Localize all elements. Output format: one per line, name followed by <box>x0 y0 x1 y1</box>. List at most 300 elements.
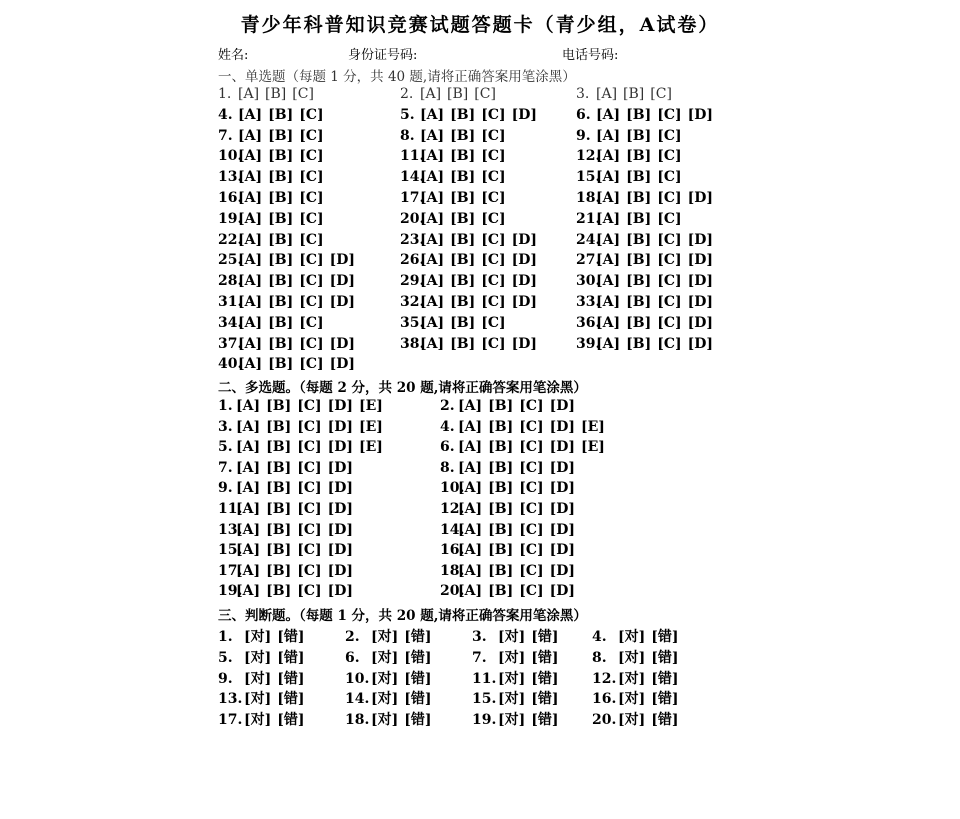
answer-option-1[interactable]: [A] <box>238 231 263 248</box>
answer-option-2[interactable]: [B] <box>488 439 514 456</box>
answer-option-4[interactable]: [D] <box>327 542 353 559</box>
answer-option-3[interactable]: [C] <box>299 294 324 310</box>
answer-option-1[interactable]: [A] <box>458 480 483 497</box>
answer-option-2[interactable]: [B] <box>266 459 292 476</box>
answer-option-1[interactable]: [A] <box>458 501 483 517</box>
answer-option-4[interactable]: [D] <box>327 480 353 497</box>
answer-option-1[interactable]: [对] <box>371 691 399 708</box>
answer-option-2[interactable]: [B] <box>266 398 292 414</box>
section2-question-16 <box>440 542 581 558</box>
answer-option-2[interactable]: [B] <box>450 252 476 269</box>
answer-option-2[interactable]: [B] <box>268 210 294 227</box>
answer-option-2[interactable]: [错] <box>277 670 305 687</box>
answer-option-3[interactable]: [C] <box>299 252 324 269</box>
answer-option-3[interactable]: [C] <box>657 252 682 269</box>
answer-option-4[interactable]: [D] <box>687 335 713 352</box>
answer-option-2[interactable]: [B] <box>450 127 476 144</box>
answer-option-1[interactable]: [A] <box>238 127 263 144</box>
answer-option-1[interactable]: [对] <box>244 670 272 687</box>
answer-option-2[interactable]: [B] <box>488 562 514 579</box>
answer-option-1[interactable]: [A] <box>596 148 621 165</box>
answer-option-2[interactable]: [B] <box>268 169 294 186</box>
answer-option-4[interactable]: [D] <box>327 439 353 456</box>
answer-option-3[interactable]: [C] <box>519 439 544 456</box>
answer-option-3[interactable]: [C] <box>481 190 506 206</box>
answer-option-4[interactable]: [D] <box>511 106 537 123</box>
answer-option-1[interactable]: [对] <box>371 649 399 666</box>
answer-option-3[interactable]: [C] <box>519 583 544 600</box>
answer-option-1[interactable]: [A] <box>420 190 445 206</box>
question-number: 15. <box>218 542 243 559</box>
section1-question-26 <box>400 252 543 268</box>
answer-option-2[interactable]: [B] <box>450 106 476 123</box>
answer-option-1[interactable]: [A] <box>238 356 263 373</box>
answer-option-4[interactable]: [D] <box>327 459 353 476</box>
answer-option-1[interactable]: [A] <box>420 169 445 186</box>
section1-question-16 <box>218 190 330 206</box>
answer-option-2[interactable]: [错] <box>651 649 679 666</box>
answer-option-2[interactable]: [B] <box>626 252 652 269</box>
answer-option-1[interactable]: [A] <box>236 480 261 497</box>
question-number: 9. <box>218 480 233 497</box>
answer-option-3[interactable]: [C] <box>481 169 506 186</box>
answer-option-3[interactable]: [C] <box>657 231 682 248</box>
answer-option-4[interactable]: [D] <box>511 252 537 269</box>
answer-option-2[interactable]: [错] <box>651 712 679 729</box>
answer-option-3[interactable]: [C] <box>481 252 506 269</box>
answer-option-2[interactable]: [B] <box>268 148 294 165</box>
section2-question-10 <box>440 480 581 496</box>
answer-option-1[interactable]: [A] <box>236 439 261 456</box>
answer-option-1[interactable]: [对] <box>618 712 646 729</box>
answer-option-1[interactable]: [对] <box>618 649 646 666</box>
answer-option-4[interactable]: [D] <box>549 501 575 517</box>
answer-option-3[interactable]: [C] <box>299 106 324 123</box>
answer-option-3[interactable]: [C] <box>519 501 544 517</box>
answer-option-2[interactable]: [错] <box>651 629 679 645</box>
answer-option-3[interactable]: [C] <box>519 542 544 559</box>
answer-option-2[interactable]: [B] <box>450 294 476 310</box>
answer-option-2[interactable]: [B] <box>268 356 294 373</box>
answer-option-3[interactable]: [C] <box>292 86 314 102</box>
answer-option-3[interactable]: [C] <box>297 562 322 579</box>
answer-option-1[interactable]: [A] <box>596 106 621 123</box>
answer-option-3[interactable]: [C] <box>297 439 322 456</box>
answer-option-1[interactable]: [A] <box>236 562 261 579</box>
answer-option-3[interactable]: [C] <box>650 86 672 102</box>
answer-option-5[interactable]: [E] <box>359 418 383 435</box>
section1-question-37 <box>218 336 361 352</box>
answer-option-4[interactable]: [D] <box>687 190 713 206</box>
answer-option-4[interactable]: [D] <box>511 335 537 352</box>
answer-option-1[interactable]: [对] <box>498 629 526 645</box>
section2-question-1 <box>218 398 389 414</box>
answer-option-1[interactable]: [对] <box>498 670 526 687</box>
answer-option-3[interactable]: [C] <box>519 562 544 579</box>
section1-question-28 <box>218 273 361 289</box>
answer-option-3[interactable]: [C] <box>297 501 322 517</box>
answer-option-3[interactable]: [C] <box>299 127 324 144</box>
question-number: 15. <box>576 169 601 186</box>
answer-option-4[interactable]: [D] <box>511 273 537 290</box>
answer-option-1[interactable]: [A] <box>596 86 618 102</box>
answer-option-4[interactable]: [D] <box>549 521 575 538</box>
answer-option-3[interactable]: [C] <box>481 148 506 165</box>
answer-option-2[interactable]: [B] <box>266 583 292 600</box>
answer-option-4[interactable]: [D] <box>327 398 353 414</box>
answer-option-1[interactable]: [A] <box>236 542 261 559</box>
answer-option-3[interactable]: [C] <box>657 190 682 206</box>
section3-question-11 <box>472 668 565 688</box>
answer-option-3[interactable]: [C] <box>657 294 682 310</box>
answer-option-3[interactable]: [C] <box>657 106 682 123</box>
section1-question-8 <box>400 128 512 144</box>
answer-option-2[interactable]: [B] <box>488 542 514 559</box>
question-number: 12. <box>592 670 617 687</box>
answer-option-2[interactable]: [错] <box>404 670 432 687</box>
answer-option-2[interactable]: [B] <box>450 273 476 290</box>
answer-option-3[interactable]: [C] <box>474 86 496 102</box>
answer-option-3[interactable]: [C] <box>481 231 506 248</box>
answer-option-3[interactable]: [C] <box>657 148 682 165</box>
answer-option-2[interactable]: [B] <box>623 86 645 102</box>
answer-option-2[interactable]: [B] <box>268 190 294 206</box>
answer-option-1[interactable]: [A] <box>238 148 263 165</box>
answer-option-1[interactable]: [A] <box>238 106 263 123</box>
answer-option-3[interactable]: [C] <box>481 106 506 123</box>
question-number: 19. <box>218 210 243 227</box>
answer-option-2[interactable]: [B] <box>265 86 287 102</box>
answer-option-2[interactable]: [B] <box>626 190 652 206</box>
answer-option-1[interactable]: [A] <box>420 127 445 144</box>
answer-option-3[interactable]: [C] <box>297 521 322 538</box>
section2-question-8 <box>440 460 581 476</box>
answer-option-3[interactable]: [C] <box>481 273 506 290</box>
answer-option-2[interactable]: [B] <box>626 273 652 290</box>
answer-option-1[interactable]: [A] <box>236 521 261 538</box>
question-number: 2. <box>400 86 414 102</box>
section1-question-27 <box>576 252 719 268</box>
section2-question-4 <box>440 419 611 435</box>
answer-option-2[interactable]: [错] <box>277 712 305 729</box>
answer-option-1[interactable]: [A] <box>420 106 445 123</box>
answer-option-3[interactable]: [C] <box>297 418 322 435</box>
answer-option-5[interactable]: [E] <box>359 398 383 414</box>
answer-option-1[interactable]: [对] <box>498 712 526 729</box>
answer-option-1[interactable]: [对] <box>618 670 646 687</box>
answer-option-1[interactable]: [A] <box>420 314 445 331</box>
answer-option-1[interactable]: [A] <box>420 273 445 290</box>
answer-option-4[interactable]: [D] <box>687 294 713 310</box>
answer-option-4[interactable]: [D] <box>327 501 353 517</box>
answer-option-1[interactable]: [对] <box>244 649 272 666</box>
answer-option-4[interactable]: [D] <box>329 252 355 269</box>
answer-option-1[interactable]: [A] <box>596 127 621 144</box>
section1-heading: 一、单选题（每题 1 分，共 40 题,请将正确答案用笔涂黑） <box>218 69 576 85</box>
answer-option-1[interactable]: [A] <box>458 562 483 579</box>
answer-option-2[interactable]: [B] <box>450 210 476 227</box>
answer-option-2[interactable]: [B] <box>266 562 292 579</box>
answer-option-1[interactable]: [A] <box>238 210 263 227</box>
answer-option-1[interactable]: [A] <box>238 190 263 206</box>
answer-option-2[interactable]: [B] <box>268 252 294 269</box>
answer-option-2[interactable]: [B] <box>488 480 514 497</box>
answer-option-4[interactable]: [D] <box>511 231 537 248</box>
answer-option-1[interactable]: [A] <box>596 210 621 227</box>
answer-option-2[interactable]: [B] <box>488 501 514 517</box>
answer-option-4[interactable]: [D] <box>549 562 575 579</box>
section2-question-12 <box>440 501 581 517</box>
answer-option-1[interactable]: [A] <box>236 418 261 435</box>
answer-option-4[interactable]: [D] <box>327 583 353 600</box>
answer-option-3[interactable]: [C] <box>297 583 322 600</box>
answer-option-2[interactable]: [B] <box>268 273 294 290</box>
answer-option-1[interactable]: [对] <box>244 691 272 708</box>
answer-option-4[interactable]: [D] <box>687 314 713 331</box>
answer-option-4[interactable]: [D] <box>549 542 575 559</box>
answer-option-2[interactable]: [错] <box>531 712 559 729</box>
answer-option-1[interactable]: [对] <box>371 629 399 645</box>
answer-option-2[interactable]: [B] <box>268 314 294 331</box>
answer-option-2[interactable]: [B] <box>626 231 652 248</box>
answer-option-2[interactable]: [B] <box>626 335 652 352</box>
answer-option-1[interactable]: [A] <box>420 335 445 352</box>
answer-option-4[interactable]: [D] <box>549 439 575 456</box>
answer-option-2[interactable]: [B] <box>450 169 476 186</box>
answer-option-4[interactable]: [D] <box>329 273 355 290</box>
answer-option-3[interactable]: [C] <box>519 418 544 435</box>
answer-option-4[interactable]: [D] <box>549 418 575 435</box>
answer-option-1[interactable]: [对] <box>618 691 646 708</box>
answer-option-2[interactable]: [B] <box>268 231 294 248</box>
answer-option-1[interactable]: [对] <box>244 629 272 645</box>
answer-option-2[interactable]: [B] <box>447 86 469 102</box>
answer-option-1[interactable]: [A] <box>420 148 445 165</box>
answer-option-1[interactable]: [A] <box>458 521 483 538</box>
answer-option-4[interactable]: [D] <box>687 106 713 123</box>
answer-option-2[interactable]: [错] <box>277 691 305 708</box>
answer-option-1[interactable]: [A] <box>596 252 621 269</box>
answer-option-1[interactable]: [A] <box>596 273 621 290</box>
answer-option-2[interactable]: [B] <box>488 459 514 476</box>
section2-question-3 <box>218 419 389 435</box>
answer-option-1[interactable]: [A] <box>236 583 261 600</box>
answer-option-3[interactable]: [C] <box>299 210 324 227</box>
answer-option-2[interactable]: [错] <box>651 670 679 687</box>
answer-option-1[interactable]: [对] <box>498 691 526 708</box>
answer-option-4[interactable]: [D] <box>327 418 353 435</box>
answer-option-2[interactable]: [错] <box>404 712 432 729</box>
answer-option-5[interactable]: [E] <box>581 418 605 435</box>
phone-label: 电话号码: <box>562 48 619 63</box>
answer-option-3[interactable]: [C] <box>299 314 324 331</box>
answer-option-1[interactable]: [A] <box>236 398 261 414</box>
answer-option-3[interactable]: [C] <box>481 127 506 144</box>
answer-option-1[interactable]: [A] <box>238 252 263 269</box>
answer-option-1[interactable]: [A] <box>238 86 260 102</box>
answer-option-1[interactable]: [对] <box>371 712 399 729</box>
answer-option-2[interactable]: [错] <box>404 629 432 645</box>
answer-option-1[interactable]: [A] <box>596 190 621 206</box>
answer-option-1[interactable]: [A] <box>596 335 621 352</box>
answer-option-3[interactable]: [C] <box>299 148 324 165</box>
answer-option-2[interactable]: [B] <box>626 210 652 227</box>
answer-option-3[interactable]: [C] <box>657 127 682 144</box>
answer-option-3[interactable]: [C] <box>657 169 682 186</box>
answer-option-2[interactable]: [B] <box>626 169 652 186</box>
answer-option-4[interactable]: [D] <box>687 252 713 269</box>
answer-option-2[interactable]: [B] <box>450 335 476 352</box>
section3-question-5 <box>218 647 311 667</box>
answer-option-3[interactable]: [C] <box>657 210 682 227</box>
answer-option-2[interactable]: [错] <box>531 691 559 708</box>
answer-option-4[interactable]: [D] <box>687 231 713 248</box>
answer-option-2[interactable]: [B] <box>266 542 292 559</box>
answer-option-1[interactable]: [A] <box>236 459 261 476</box>
answer-option-3[interactable]: [C] <box>519 398 544 414</box>
answer-option-4[interactable]: [D] <box>687 273 713 290</box>
section1-question-33 <box>576 294 719 310</box>
answer-option-1[interactable]: [对] <box>618 629 646 645</box>
question-number: 35. <box>400 314 425 331</box>
answer-option-1[interactable]: [A] <box>236 501 261 517</box>
answer-option-2[interactable]: [错] <box>651 691 679 708</box>
answer-option-3[interactable]: [C] <box>481 314 506 331</box>
section3-question-13 <box>218 688 311 708</box>
answer-option-3[interactable]: [C] <box>299 356 324 373</box>
answer-option-3[interactable]: [C] <box>299 335 324 352</box>
answer-option-3[interactable]: [C] <box>657 335 682 352</box>
answer-option-2[interactable]: [B] <box>626 148 652 165</box>
answer-option-4[interactable]: [D] <box>329 335 355 352</box>
answer-option-2[interactable]: [B] <box>488 398 514 414</box>
answer-option-3[interactable]: [C] <box>299 231 324 248</box>
answer-option-5[interactable]: [E] <box>359 439 383 456</box>
answer-option-2[interactable]: [B] <box>488 418 514 435</box>
answer-option-1[interactable]: [A] <box>596 169 621 186</box>
answer-option-2[interactable]: [错] <box>404 691 432 708</box>
answer-option-2[interactable]: [B] <box>266 439 292 456</box>
answer-option-3[interactable]: [C] <box>519 521 544 538</box>
answer-option-1[interactable]: [A] <box>420 231 445 248</box>
answer-option-2[interactable]: [B] <box>266 521 292 538</box>
answer-option-3[interactable]: [C] <box>297 480 322 497</box>
answer-option-5[interactable]: [E] <box>581 439 605 456</box>
answer-option-2[interactable]: [B] <box>488 583 514 600</box>
answer-option-1[interactable]: [A] <box>238 273 263 290</box>
answer-option-1[interactable]: [A] <box>458 398 483 414</box>
answer-option-2[interactable]: [错] <box>277 629 305 645</box>
answer-option-2[interactable]: [B] <box>268 294 294 310</box>
answer-option-1[interactable]: [A] <box>596 231 621 248</box>
answer-option-1[interactable]: [A] <box>458 583 483 600</box>
answer-option-4[interactable]: [D] <box>327 521 353 538</box>
answer-option-3[interactable]: [C] <box>297 398 322 414</box>
section1-question-35 <box>400 315 512 331</box>
answer-option-2[interactable]: [错] <box>277 649 305 666</box>
answer-option-1[interactable]: [A] <box>238 169 263 186</box>
answer-option-1[interactable]: [对] <box>371 670 399 687</box>
question-number: 30. <box>576 273 601 290</box>
answer-option-2[interactable]: [错] <box>404 649 432 666</box>
answer-option-4[interactable]: [D] <box>327 562 353 579</box>
answer-option-1[interactable]: [对] <box>498 649 526 666</box>
answer-option-3[interactable]: [C] <box>481 294 506 310</box>
question-number: 37. <box>218 335 243 352</box>
answer-option-2[interactable]: [B] <box>626 314 652 331</box>
answer-option-1[interactable]: [A] <box>458 459 483 476</box>
answer-option-3[interactable]: [C] <box>657 273 682 290</box>
answer-option-3[interactable]: [C] <box>299 169 324 186</box>
answer-option-3[interactable]: [C] <box>481 335 506 352</box>
answer-option-1[interactable]: [对] <box>244 712 272 729</box>
answer-option-1[interactable]: [A] <box>238 314 263 331</box>
answer-option-3[interactable]: [C] <box>519 459 544 476</box>
section3-question-9 <box>218 668 311 688</box>
answer-option-1[interactable]: [A] <box>596 314 621 331</box>
answer-option-4[interactable]: [D] <box>549 398 575 414</box>
answer-option-2[interactable]: [B] <box>266 501 292 517</box>
answer-option-3[interactable]: [C] <box>299 273 324 290</box>
answer-option-2[interactable]: [B] <box>450 231 476 248</box>
answer-option-4[interactable]: [D] <box>549 583 575 600</box>
answer-option-3[interactable]: [C] <box>297 542 322 559</box>
answer-option-3[interactable]: [C] <box>519 480 544 497</box>
answer-option-2[interactable]: [B] <box>450 190 476 206</box>
answer-option-4[interactable]: [D] <box>549 480 575 497</box>
answer-option-2[interactable]: [错] <box>531 649 559 666</box>
answer-option-2[interactable]: [错] <box>531 629 559 645</box>
answer-option-3[interactable]: [C] <box>299 190 324 206</box>
answer-option-2[interactable]: [B] <box>268 127 294 144</box>
answer-option-1[interactable]: [A] <box>420 210 445 227</box>
answer-option-4[interactable]: [D] <box>549 459 575 476</box>
answer-option-2[interactable]: [B] <box>266 418 292 435</box>
answer-option-1[interactable]: [A] <box>458 439 483 456</box>
answer-option-4[interactable]: [D] <box>329 294 355 310</box>
answer-option-4[interactable]: [D] <box>329 356 355 373</box>
question-number: 11. <box>472 670 497 687</box>
answer-option-2[interactable]: [B] <box>268 335 294 352</box>
answer-option-1[interactable]: [A] <box>596 294 621 310</box>
answer-option-2[interactable]: [B] <box>488 521 514 538</box>
answer-option-1[interactable]: [A] <box>458 542 483 559</box>
answer-option-2[interactable]: [B] <box>450 148 476 165</box>
answer-option-1[interactable]: [A] <box>420 294 445 310</box>
answer-option-2[interactable]: [B] <box>268 106 294 123</box>
answer-option-1[interactable]: [A] <box>420 86 442 102</box>
answer-option-2[interactable]: [B] <box>450 314 476 331</box>
answer-option-4[interactable]: [D] <box>511 294 537 310</box>
section3-question-19 <box>472 709 565 729</box>
question-number: 17. <box>218 562 243 579</box>
question-number: 6. <box>440 439 455 456</box>
section1-question-30 <box>576 273 719 289</box>
answer-option-1[interactable]: [A] <box>238 335 263 352</box>
answer-option-2[interactable]: [B] <box>626 127 652 144</box>
answer-option-3[interactable]: [C] <box>657 314 682 331</box>
answer-option-2[interactable]: [B] <box>626 294 652 310</box>
answer-option-3[interactable]: [C] <box>481 210 506 227</box>
answer-option-2[interactable]: [错] <box>531 670 559 687</box>
answer-option-1[interactable]: [A] <box>458 418 483 435</box>
answer-option-1[interactable]: [A] <box>420 252 445 269</box>
section1-question-31 <box>218 294 361 310</box>
answer-option-2[interactable]: [B] <box>626 106 652 123</box>
answer-option-1[interactable]: [A] <box>238 294 263 310</box>
answer-option-3[interactable]: [C] <box>297 459 322 476</box>
answer-option-2[interactable]: [B] <box>266 480 292 497</box>
